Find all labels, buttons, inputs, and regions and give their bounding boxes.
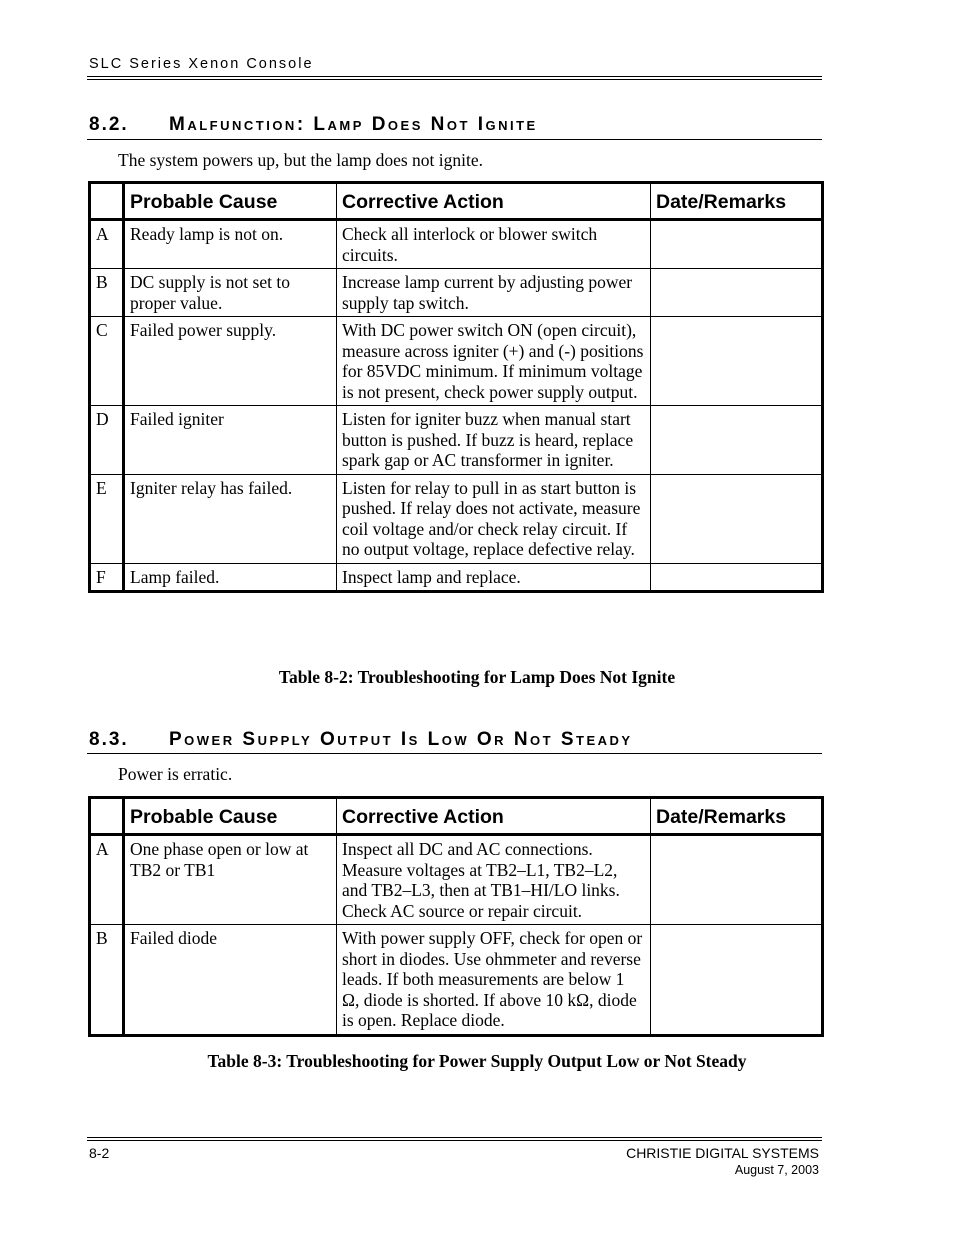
row-id: B (90, 269, 124, 317)
row-id: E (90, 474, 124, 563)
cause-cell: Failed power supply. (124, 317, 337, 406)
action-cell: Listen for igniter buzz when manual start button is pushed. If buzz is heard, replace spark gap or AC transformer in igniter. (337, 406, 651, 475)
remarks-cell (651, 835, 823, 925)
table-row (90, 925, 823, 1036)
publication-date: August 7, 2003 (734, 1163, 819, 1177)
remarks-cell (651, 925, 823, 1036)
remarks-cell (651, 269, 823, 317)
header-cell-date-remarks: Date/Remarks (651, 183, 823, 220)
table-header-row (90, 798, 823, 835)
footer-company-block (626, 1145, 819, 1179)
troubleshooting-table-8-2 (88, 181, 824, 593)
remarks-cell (651, 563, 823, 592)
row-id: F (90, 563, 124, 592)
table-row (90, 835, 823, 925)
table-row (90, 563, 823, 592)
action-cell: Listen for relay to pull in as start button is pushed. If relay does not activate, measure coil voltage and/or check relay circuit. If no output voltage, replace defective relay. (337, 474, 651, 563)
section-rule (87, 753, 822, 754)
table-row (90, 220, 823, 269)
cause-cell: DC supply is not set to proper value. (124, 269, 337, 317)
section-intro: The system powers up, but the lamp does not ignite. (118, 150, 484, 170)
header-cell-date-remarks: Date/Remarks (651, 798, 823, 835)
company-name: CHRISTIE DIGITAL SYSTEMS (626, 1145, 819, 1161)
action-cell: Increase lamp current by adjusting power supply tap switch. (337, 269, 651, 317)
header-cell-blank (90, 183, 124, 220)
row-id: B (90, 925, 124, 1036)
header-cell-blank (90, 798, 124, 835)
page-number: 8-2 (89, 1145, 110, 1161)
header-cell-corrective-action: Corrective Action (337, 798, 651, 835)
section-title: Malfunction: Lamp Does Not Ignite (169, 114, 538, 135)
table-row (90, 406, 823, 475)
table-row (90, 317, 823, 406)
cause-cell: Failed igniter (124, 406, 337, 475)
table-header-row (90, 183, 823, 220)
row-id: A (90, 835, 124, 925)
table-row (90, 269, 823, 317)
remarks-cell (651, 474, 823, 563)
table-caption: Table 8-3: Troubleshooting for Power Supply Output Low or Not Steady (207, 1051, 747, 1071)
row-id: A (90, 220, 124, 269)
header-rule (87, 76, 822, 77)
section-rule (87, 139, 822, 140)
action-cell: With power supply OFF, check for open or short in diodes. Use ohmmeter and reverse leads. If both measurements are below 1 Ω, diode is shorted. If above 10 kΩ, diode is open. Replace diode. (337, 925, 651, 1036)
section-heading-8-3 (89, 729, 633, 751)
action-cell: Check all interlock or blower switch circuits. (337, 220, 651, 269)
remarks-cell (651, 406, 823, 475)
footer-rule (87, 1137, 822, 1138)
action-cell: Inspect all DC and AC connections. Measure voltages at TB2–L1, TB2–L2, and TB2–L3, then at TB1–HI/LO links. Check AC source or repair circuit. (337, 835, 651, 925)
cause-cell: One phase open or low at TB2 or TB1 (124, 835, 337, 925)
section-number: 8.2. (89, 114, 129, 135)
row-id: C (90, 317, 124, 406)
cause-cell: Igniter relay has failed. (124, 474, 337, 563)
section-title: Power Supply Output Is Low Or Not Steady (169, 729, 633, 750)
row-id: D (90, 406, 124, 475)
action-cell: With DC power switch ON (open circuit), measure across igniter (+) and (-) positions for 85VDC minimum. If minimum voltage is not present, check power supply output. (337, 317, 651, 406)
remarks-cell (651, 317, 823, 406)
footer-rule (87, 1140, 822, 1141)
section-heading-8-2 (89, 114, 538, 136)
header-cell-probable-cause: Probable Cause (124, 183, 337, 220)
header-rule (87, 79, 822, 80)
running-header: SLC Series Xenon Console (89, 56, 314, 72)
troubleshooting-table-8-3 (88, 796, 824, 1037)
header-cell-corrective-action: Corrective Action (337, 183, 651, 220)
section-intro: Power is erratic. (118, 764, 233, 784)
header-cell-probable-cause: Probable Cause (124, 798, 337, 835)
cause-cell: Failed diode (124, 925, 337, 1036)
table-caption: Table 8-2: Troubleshooting for Lamp Does Not Ignite (278, 667, 676, 687)
section-number: 8.3. (89, 729, 129, 750)
table-row (90, 474, 823, 563)
cause-cell: Ready lamp is not on. (124, 220, 337, 269)
remarks-cell (651, 220, 823, 269)
action-cell: Inspect lamp and replace. (337, 563, 651, 592)
cause-cell: Lamp failed. (124, 563, 337, 592)
